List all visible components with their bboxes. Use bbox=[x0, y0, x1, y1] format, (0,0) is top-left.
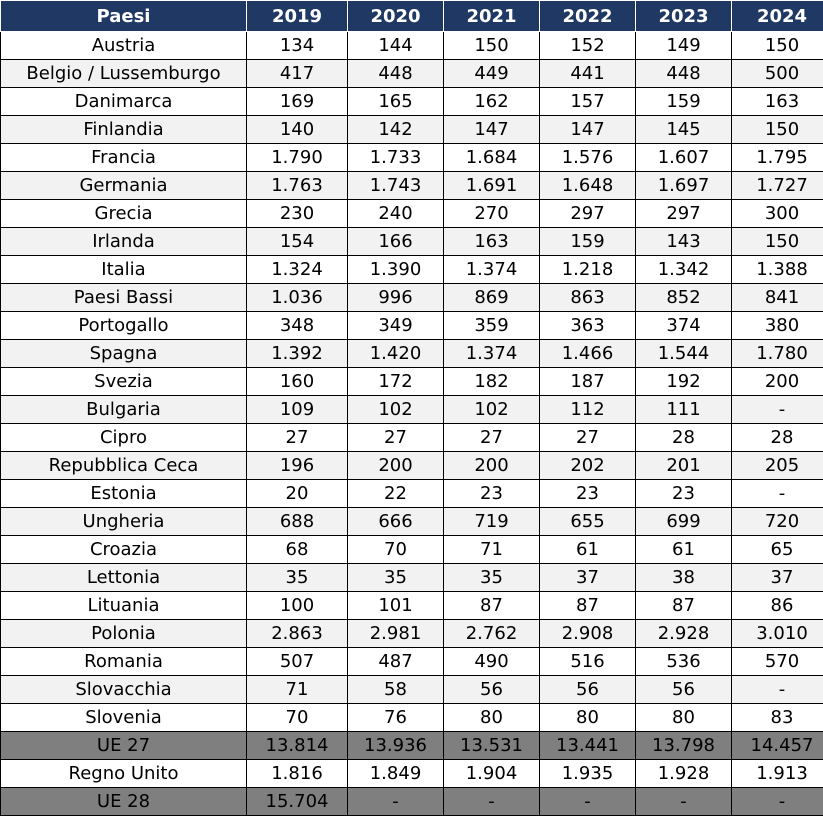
header-cell-year: 2024 bbox=[732, 1, 823, 32]
value-cell: 666 bbox=[348, 508, 444, 536]
value-cell: 61 bbox=[636, 536, 732, 564]
value-cell: 100 bbox=[247, 592, 348, 620]
value-cell: 14.457 bbox=[732, 732, 823, 760]
value-cell: 145 bbox=[636, 116, 732, 144]
value-cell: 448 bbox=[348, 60, 444, 88]
value-cell: 80 bbox=[444, 704, 540, 732]
value-cell: 144 bbox=[348, 32, 444, 60]
value-cell: 536 bbox=[636, 648, 732, 676]
country-cell: Lituania bbox=[1, 592, 247, 620]
value-cell: 349 bbox=[348, 312, 444, 340]
value-cell: 1.743 bbox=[348, 172, 444, 200]
value-cell: 863 bbox=[540, 284, 636, 312]
value-cell: 449 bbox=[444, 60, 540, 88]
value-cell: 154 bbox=[247, 228, 348, 256]
value-cell: 112 bbox=[540, 396, 636, 424]
table-row bbox=[1, 648, 823, 676]
value-cell: 719 bbox=[444, 508, 540, 536]
value-cell: 87 bbox=[444, 592, 540, 620]
value-cell: 655 bbox=[540, 508, 636, 536]
table-row bbox=[1, 704, 823, 732]
value-cell: 688 bbox=[247, 508, 348, 536]
table-row bbox=[1, 60, 823, 88]
value-cell: 157 bbox=[540, 88, 636, 116]
value-cell: 1.607 bbox=[636, 144, 732, 172]
value-cell: 192 bbox=[636, 368, 732, 396]
value-cell: 37 bbox=[540, 564, 636, 592]
table-row bbox=[1, 228, 823, 256]
table-row bbox=[1, 200, 823, 228]
value-cell: 1.795 bbox=[732, 144, 823, 172]
value-cell: 65 bbox=[732, 536, 823, 564]
value-cell: 159 bbox=[636, 88, 732, 116]
value-cell: 109 bbox=[247, 396, 348, 424]
value-cell: 152 bbox=[540, 32, 636, 60]
value-cell: 102 bbox=[348, 396, 444, 424]
country-cell: Polonia bbox=[1, 620, 247, 648]
value-cell: 205 bbox=[732, 452, 823, 480]
value-cell: 20 bbox=[247, 480, 348, 508]
value-cell: 3.010 bbox=[732, 620, 823, 648]
value-cell: - bbox=[732, 480, 823, 508]
value-cell: 71 bbox=[444, 536, 540, 564]
value-cell: 359 bbox=[444, 312, 540, 340]
value-cell: 1.342 bbox=[636, 256, 732, 284]
value-cell: 38 bbox=[636, 564, 732, 592]
value-cell: 297 bbox=[636, 200, 732, 228]
value-cell: - bbox=[732, 396, 823, 424]
value-cell: 1.390 bbox=[348, 256, 444, 284]
value-cell: 300 bbox=[732, 200, 823, 228]
value-cell: 35 bbox=[348, 564, 444, 592]
country-cell: Lettonia bbox=[1, 564, 247, 592]
value-cell: 140 bbox=[247, 116, 348, 144]
table-row bbox=[1, 284, 823, 312]
header-cell-country: Paesi bbox=[1, 1, 247, 32]
country-cell: Spagna bbox=[1, 340, 247, 368]
value-cell: 1.544 bbox=[636, 340, 732, 368]
value-cell: 2.981 bbox=[348, 620, 444, 648]
country-cell: Germania bbox=[1, 172, 247, 200]
value-cell: 182 bbox=[444, 368, 540, 396]
value-cell: - bbox=[636, 788, 732, 816]
value-cell: 1.576 bbox=[540, 144, 636, 172]
country-cell: Bulgaria bbox=[1, 396, 247, 424]
value-cell: 28 bbox=[732, 424, 823, 452]
value-cell: 13.441 bbox=[540, 732, 636, 760]
value-cell: 76 bbox=[348, 704, 444, 732]
header-cell-year: 2022 bbox=[540, 1, 636, 32]
table-row bbox=[1, 480, 823, 508]
country-cell: Repubblica Ceca bbox=[1, 452, 247, 480]
country-cell: Slovacchia bbox=[1, 676, 247, 704]
value-cell: - bbox=[444, 788, 540, 816]
value-cell: 68 bbox=[247, 536, 348, 564]
value-cell: 23 bbox=[540, 480, 636, 508]
value-cell: 150 bbox=[732, 228, 823, 256]
value-cell: 196 bbox=[247, 452, 348, 480]
value-cell: 22 bbox=[348, 480, 444, 508]
value-cell: 147 bbox=[444, 116, 540, 144]
table-row bbox=[1, 88, 823, 116]
country-cell: Svezia bbox=[1, 368, 247, 396]
value-cell: - bbox=[540, 788, 636, 816]
value-cell: 1.697 bbox=[636, 172, 732, 200]
value-cell: 58 bbox=[348, 676, 444, 704]
value-cell: 869 bbox=[444, 284, 540, 312]
value-cell: 1.466 bbox=[540, 340, 636, 368]
country-cell: Romania bbox=[1, 648, 247, 676]
country-cell: UE 28 bbox=[1, 788, 247, 816]
country-cell: Austria bbox=[1, 32, 247, 60]
table-row bbox=[1, 256, 823, 284]
value-cell: 172 bbox=[348, 368, 444, 396]
value-cell: 165 bbox=[348, 88, 444, 116]
table-row bbox=[1, 116, 823, 144]
value-cell: 500 bbox=[732, 60, 823, 88]
value-cell: 202 bbox=[540, 452, 636, 480]
value-cell: 487 bbox=[348, 648, 444, 676]
value-cell: 101 bbox=[348, 592, 444, 620]
country-cell: Portogallo bbox=[1, 312, 247, 340]
value-cell: 200 bbox=[732, 368, 823, 396]
value-cell: 1.928 bbox=[636, 760, 732, 788]
value-cell: 996 bbox=[348, 284, 444, 312]
value-cell: 841 bbox=[732, 284, 823, 312]
value-cell: 150 bbox=[444, 32, 540, 60]
value-cell: 297 bbox=[540, 200, 636, 228]
value-cell: 1.218 bbox=[540, 256, 636, 284]
table-row bbox=[1, 452, 823, 480]
value-cell: - bbox=[732, 788, 823, 816]
header-cell-year: 2023 bbox=[636, 1, 732, 32]
country-cell: UE 27 bbox=[1, 732, 247, 760]
value-cell: 417 bbox=[247, 60, 348, 88]
country-cell: Croazia bbox=[1, 536, 247, 564]
country-cell: Ungheria bbox=[1, 508, 247, 536]
country-cell: Regno Unito bbox=[1, 760, 247, 788]
value-cell: - bbox=[732, 676, 823, 704]
value-cell: 163 bbox=[732, 88, 823, 116]
table-row bbox=[1, 592, 823, 620]
value-cell: 111 bbox=[636, 396, 732, 424]
value-cell: 150 bbox=[732, 116, 823, 144]
value-cell: 159 bbox=[540, 228, 636, 256]
value-cell: 1.913 bbox=[732, 760, 823, 788]
value-cell: 699 bbox=[636, 508, 732, 536]
value-cell: 720 bbox=[732, 508, 823, 536]
value-cell: 142 bbox=[348, 116, 444, 144]
country-cell: Paesi Bassi bbox=[1, 284, 247, 312]
value-cell: 441 bbox=[540, 60, 636, 88]
header-cell-year: 2020 bbox=[348, 1, 444, 32]
value-cell: 80 bbox=[636, 704, 732, 732]
table-row bbox=[1, 620, 823, 648]
country-cell: Francia bbox=[1, 144, 247, 172]
country-cell: Italia bbox=[1, 256, 247, 284]
value-cell: 23 bbox=[444, 480, 540, 508]
value-cell: 1.374 bbox=[444, 256, 540, 284]
value-cell: 56 bbox=[444, 676, 540, 704]
value-cell: 56 bbox=[540, 676, 636, 704]
header-cell-year: 2021 bbox=[444, 1, 540, 32]
table-row bbox=[1, 760, 823, 788]
value-cell: 163 bbox=[444, 228, 540, 256]
country-cell: Danimarca bbox=[1, 88, 247, 116]
value-cell: 490 bbox=[444, 648, 540, 676]
table-row bbox=[1, 32, 823, 60]
value-cell: 27 bbox=[348, 424, 444, 452]
value-cell: 61 bbox=[540, 536, 636, 564]
table-body bbox=[1, 32, 823, 816]
value-cell: 1.374 bbox=[444, 340, 540, 368]
value-cell: 150 bbox=[732, 32, 823, 60]
value-cell: 2.908 bbox=[540, 620, 636, 648]
value-cell: 1.816 bbox=[247, 760, 348, 788]
value-cell: 166 bbox=[348, 228, 444, 256]
value-cell: 1.780 bbox=[732, 340, 823, 368]
table-row bbox=[1, 564, 823, 592]
table-row bbox=[1, 396, 823, 424]
value-cell: 35 bbox=[247, 564, 348, 592]
value-cell: 160 bbox=[247, 368, 348, 396]
value-cell: 147 bbox=[540, 116, 636, 144]
value-cell: 2.928 bbox=[636, 620, 732, 648]
value-cell: 27 bbox=[247, 424, 348, 452]
value-cell: 86 bbox=[732, 592, 823, 620]
value-cell: 13.814 bbox=[247, 732, 348, 760]
header-row bbox=[1, 1, 823, 32]
country-cell: Irlanda bbox=[1, 228, 247, 256]
value-cell: 187 bbox=[540, 368, 636, 396]
table-row bbox=[1, 144, 823, 172]
table-row bbox=[1, 340, 823, 368]
value-cell: 1.684 bbox=[444, 144, 540, 172]
value-cell: 15.704 bbox=[247, 788, 348, 816]
value-cell: 134 bbox=[247, 32, 348, 60]
value-cell: 852 bbox=[636, 284, 732, 312]
value-cell: 162 bbox=[444, 88, 540, 116]
value-cell: 270 bbox=[444, 200, 540, 228]
value-cell: 143 bbox=[636, 228, 732, 256]
value-cell: 570 bbox=[732, 648, 823, 676]
value-cell: 1.324 bbox=[247, 256, 348, 284]
value-cell: 56 bbox=[636, 676, 732, 704]
value-cell: 80 bbox=[540, 704, 636, 732]
value-cell: 2.863 bbox=[247, 620, 348, 648]
value-cell: 2.762 bbox=[444, 620, 540, 648]
value-cell: 1.648 bbox=[540, 172, 636, 200]
value-cell: 348 bbox=[247, 312, 348, 340]
value-cell: 1.763 bbox=[247, 172, 348, 200]
value-cell: 1.849 bbox=[348, 760, 444, 788]
total-row bbox=[1, 788, 823, 816]
country-cell: Estonia bbox=[1, 480, 247, 508]
value-cell: 83 bbox=[732, 704, 823, 732]
country-cell: Cipro bbox=[1, 424, 247, 452]
country-cell: Slovenia bbox=[1, 704, 247, 732]
value-cell: 70 bbox=[247, 704, 348, 732]
value-cell: 1.790 bbox=[247, 144, 348, 172]
total-row bbox=[1, 732, 823, 760]
value-cell: 1.733 bbox=[348, 144, 444, 172]
value-cell: 169 bbox=[247, 88, 348, 116]
country-cell: Finlandia bbox=[1, 116, 247, 144]
value-cell: 1.036 bbox=[247, 284, 348, 312]
value-cell: 1.935 bbox=[540, 760, 636, 788]
table-row bbox=[1, 424, 823, 452]
value-cell: 1.904 bbox=[444, 760, 540, 788]
table-row bbox=[1, 172, 823, 200]
value-cell: 448 bbox=[636, 60, 732, 88]
value-cell: 380 bbox=[732, 312, 823, 340]
value-cell: 13.798 bbox=[636, 732, 732, 760]
value-cell: 13.531 bbox=[444, 732, 540, 760]
value-cell: 27 bbox=[540, 424, 636, 452]
value-cell: 201 bbox=[636, 452, 732, 480]
value-cell: 37 bbox=[732, 564, 823, 592]
value-cell: 13.936 bbox=[348, 732, 444, 760]
value-cell: 27 bbox=[444, 424, 540, 452]
value-cell: 1.420 bbox=[348, 340, 444, 368]
value-cell: 374 bbox=[636, 312, 732, 340]
header-cell-year: 2019 bbox=[247, 1, 348, 32]
value-cell: 35 bbox=[444, 564, 540, 592]
value-cell: 87 bbox=[636, 592, 732, 620]
value-cell: 200 bbox=[444, 452, 540, 480]
value-cell: 1.392 bbox=[247, 340, 348, 368]
table-row bbox=[1, 368, 823, 396]
value-cell: 230 bbox=[247, 200, 348, 228]
table-row bbox=[1, 508, 823, 536]
value-cell: 149 bbox=[636, 32, 732, 60]
value-cell: 102 bbox=[444, 396, 540, 424]
table-row bbox=[1, 676, 823, 704]
value-cell: 23 bbox=[636, 480, 732, 508]
value-cell: 70 bbox=[348, 536, 444, 564]
country-cell: Grecia bbox=[1, 200, 247, 228]
table-row bbox=[1, 312, 823, 340]
value-cell: 363 bbox=[540, 312, 636, 340]
value-cell: 71 bbox=[247, 676, 348, 704]
value-cell: 28 bbox=[636, 424, 732, 452]
value-cell: 200 bbox=[348, 452, 444, 480]
value-cell: 516 bbox=[540, 648, 636, 676]
value-cell: - bbox=[348, 788, 444, 816]
value-cell: 240 bbox=[348, 200, 444, 228]
country-cell: Belgio / Lussemburgo bbox=[1, 60, 247, 88]
value-cell: 1.691 bbox=[444, 172, 540, 200]
table-row bbox=[1, 536, 823, 564]
value-cell: 1.388 bbox=[732, 256, 823, 284]
value-cell: 1.727 bbox=[732, 172, 823, 200]
value-cell: 507 bbox=[247, 648, 348, 676]
value-cell: 87 bbox=[540, 592, 636, 620]
